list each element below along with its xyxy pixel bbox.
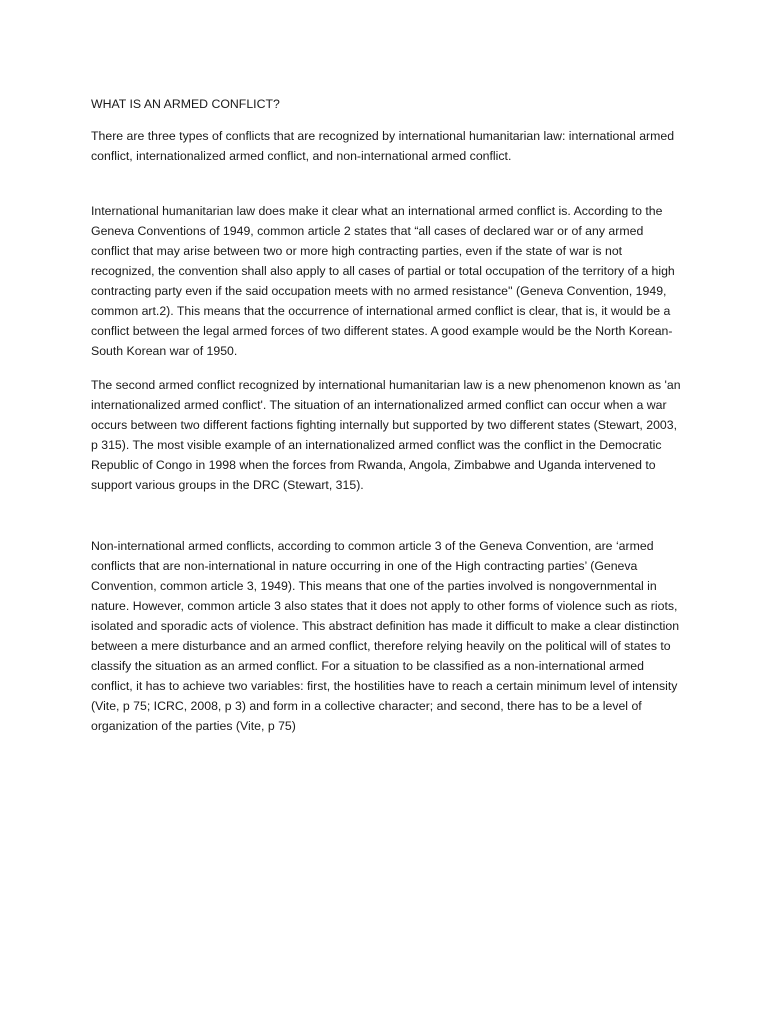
paragraph-international-armed-conflict: International humanitarian law does make it clear what an international armed conflict is. According to the Geneva Conventions of 1949, common article 2 states that “all cases of declared war or of any armed conflict that may arise between two or more high contracting parties, even if the state of war is not recognized, the convention shall also apply to all cases of partial or total occupation of the territory of a high contracting party even if the said occupation meets with no armed resistance'' (Geneva Convention, 1949, common art.2). This means that the occurrence of international armed conflict is clear, that is, it would be a conflict between the legal armed forces of two different states. A good example would be the North Korean- South Korean war of 1950. — [91, 204, 675, 358]
document-body — [91, 94, 681, 736]
paragraph-internationalized-armed-conflict: The second armed conflict recognized by international humanitarian law is a new phenomenon known as 'an internationalized armed conflict'. The situation of an internationalized armed conflict can occur when a war occurs between two different factions fighting internally but supported by two different states (Stewart, 2003, p 315). The most visible example of an internationalized armed conflict was the conflict in the Democratic Republic of Congo in 1998 when the forces from Rwanda, Angola, Zimbabwe and Uganda intervened to support various groups in the DRC (Stewart, 315). — [91, 378, 681, 492]
paragraph-non-international-armed-conflict: Non-international armed conflicts, according to common article 3 of the Geneva Convention, are ‘armed conflicts that are non-international in nature occurring in one of the High contracting parties’ (Geneva Convention, common article 3, 1949). This means that one of the parties involved is nongovernmental in nature. However, common article 3 also states that it does not apply to other forms of violence such as riots, isolated and sporadic acts of violence. This abstract definition has made it difficult to make a clear distinction between a mere disturbance and an armed conflict, therefore relying heavily on the political will of states to classify the situation as an armed conflict. For a situation to be classified as a non-international armed conflict, it has to achieve two variables: first, the hostilities have to reach a certain minimum level of intensity (Vite, p 75; ICRC, 2008, p 3) and form in a collective character; and second, there has to be a level of organization of the parties (Vite, p 75) — [91, 539, 680, 733]
document-heading: WHAT IS AN ARMED CONFLICT? — [91, 97, 280, 111]
paragraph-intro: There are three types of conflicts that are recognized by international humanitarian law: international armed conflict, internationalized armed conflict, and non-international armed conflict. — [91, 129, 675, 163]
